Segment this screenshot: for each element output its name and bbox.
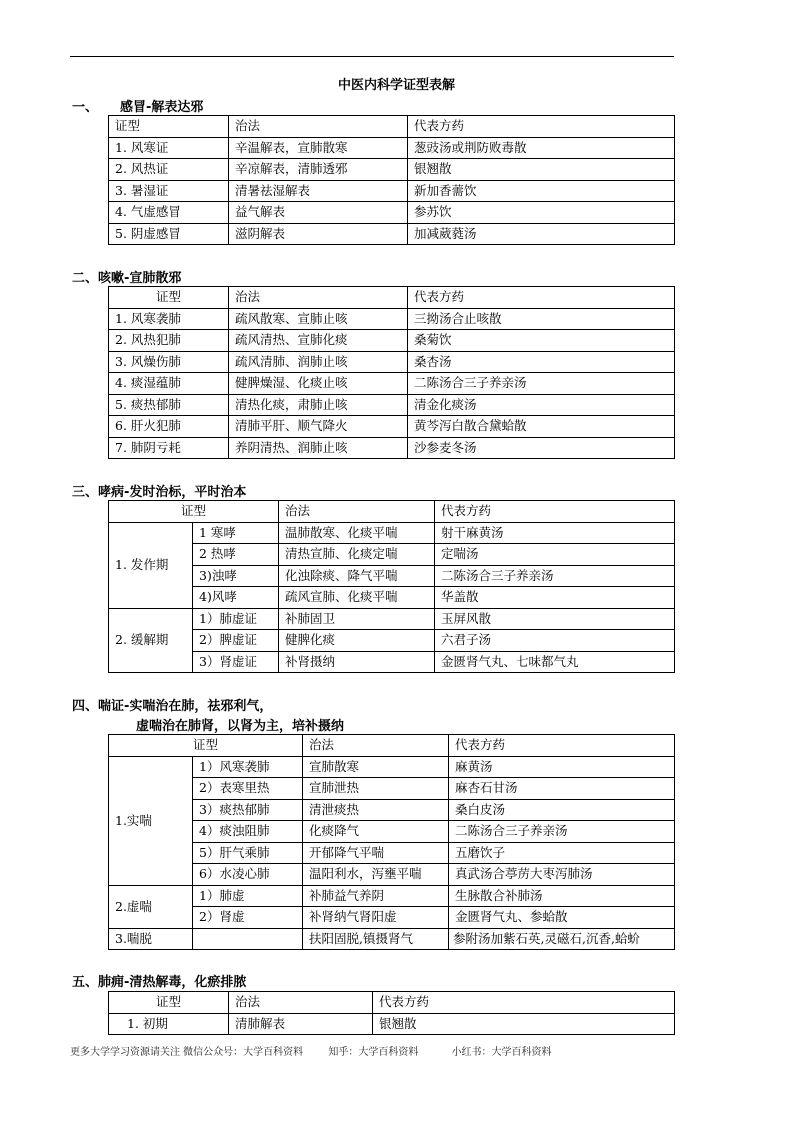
table-row: [109, 437, 675, 459]
footer: [70, 1043, 750, 1058]
table-feiyong: [108, 991, 675, 1035]
section-4-number: 四、: [72, 699, 99, 714]
table-row: [109, 907, 675, 929]
section-5-heading: [72, 971, 246, 990]
phase-cell: 2. 缓解期: [109, 608, 193, 673]
formula-cell: 银翘散: [373, 1013, 675, 1035]
syndrome-cell: 2. 风热犯肺: [109, 330, 229, 352]
treatment-cell: 清暑祛湿解表: [229, 180, 408, 202]
table-xiaobing: [108, 500, 675, 673]
header-rule: [70, 56, 674, 57]
table-row: [109, 842, 675, 864]
formula-cell: 沙参麦冬汤: [408, 437, 675, 459]
category-cell: 1.实喘: [109, 756, 193, 885]
formula-cell: 银翘散: [408, 159, 675, 181]
syndrome-cell: 1）肺虚: [193, 885, 303, 907]
table-row: [109, 544, 675, 566]
formula-cell: 三拗汤合止咳散: [408, 308, 675, 330]
header-cell: 代表方药: [449, 735, 675, 757]
syndrome-cell: 3）痰热郁肺: [193, 799, 303, 821]
formula-cell: 桑白皮汤: [449, 799, 675, 821]
syndrome-cell: 2 热哮: [193, 544, 279, 566]
table-row: [109, 821, 675, 843]
syndrome-cell: 5）肝气乘肺: [193, 842, 303, 864]
syndrome-cell: 1. 风寒袭肺: [109, 308, 229, 330]
table-header-row: [109, 501, 675, 523]
footer-zhihu: 知乎：大学百科资料: [328, 1047, 419, 1058]
formula-cell: 定喘汤: [435, 544, 675, 566]
table-row: [109, 416, 675, 438]
table-row: [109, 885, 675, 907]
syndrome-cell: 3. 暑湿证: [109, 180, 229, 202]
footer-wechat: 更多大学学习资源请关注 微信公众号：大学百科资料: [70, 1047, 304, 1058]
formula-cell: 金匮肾气丸、七味都气丸: [435, 651, 675, 673]
header-cell: 治法: [229, 287, 408, 309]
section-4-title: 喘证-实喘治在肺，祛邪利气，: [98, 699, 273, 714]
treatment-cell: 辛温解表，宣肺散寒: [229, 137, 408, 159]
section-2-heading: [72, 267, 181, 286]
treatment-cell: 温肺散寒、化痰平喘: [279, 522, 435, 544]
formula-cell: 参附汤加紫石英,灵磁石,沉香,蛤蚧: [449, 928, 675, 950]
formula-cell: 清金化痰汤: [408, 394, 675, 416]
table-row: [109, 202, 675, 224]
syndrome-cell: 3）肾虚证: [193, 651, 279, 673]
formula-cell: 华盖散: [435, 587, 675, 609]
formula-cell: 生脉散合补肺汤: [449, 885, 675, 907]
syndrome-cell: 3. 风燥伤肺: [109, 351, 229, 373]
table-row: [109, 394, 675, 416]
syndrome-cell: 4. 气虚感冒: [109, 202, 229, 224]
table-row: [109, 799, 675, 821]
section-2-number: 二、: [72, 271, 99, 286]
table-ganmao: [108, 115, 675, 245]
footer-xiaohongshu: 小红书：大学百科资料: [451, 1047, 552, 1058]
syndrome-cell: 1 寒哮: [193, 522, 279, 544]
treatment-cell: 疏风散寒、宣肺止咳: [229, 308, 408, 330]
table-header-row: [109, 992, 675, 1014]
table-row: [109, 778, 675, 800]
formula-cell: 桑杏汤: [408, 351, 675, 373]
formula-cell: 加减葳蕤汤: [408, 223, 675, 245]
section-1-number: 一、: [72, 100, 99, 115]
table-row: [109, 587, 675, 609]
table-row: [109, 180, 675, 202]
phase-cell: 1. 发作期: [109, 522, 193, 608]
header-cell: 证型: [109, 116, 229, 138]
formula-cell: 玉屏风散: [435, 608, 675, 630]
syndrome-cell: 6）水凌心肺: [193, 864, 303, 886]
syndrome-cell: 4）痰浊阻肺: [193, 821, 303, 843]
syndrome-cell: 1）肺虚证: [193, 608, 279, 630]
treatment-cell: 补肾纳气肾阳虚: [303, 907, 449, 929]
syndrome-cell: 1. 初期: [109, 1013, 229, 1035]
header-cell: 治法: [279, 501, 435, 523]
formula-cell: 射干麻黄汤: [435, 522, 675, 544]
treatment-cell: 开郁降气平喘: [303, 842, 449, 864]
syndrome-cell: [193, 928, 303, 950]
table-chuanzheng: [108, 734, 675, 950]
treatment-cell: 补肺固卫: [279, 608, 435, 630]
syndrome-cell: 5. 痰热郁肺: [109, 394, 229, 416]
table-row: [109, 756, 675, 778]
formula-cell: 二陈汤合三子养亲汤: [435, 565, 675, 587]
formula-cell: 黄芩泻白散合黛蛤散: [408, 416, 675, 438]
section-1-heading: [72, 96, 203, 115]
syndrome-cell: 5. 阴虚感冒: [109, 223, 229, 245]
table-row: [109, 137, 675, 159]
syndrome-cell: 7. 肺阴亏耗: [109, 437, 229, 459]
page-title: 中医内科学证型表解: [337, 78, 455, 93]
treatment-cell: 宣肺散寒: [303, 756, 449, 778]
syndrome-cell: 2）表寒里热: [193, 778, 303, 800]
treatment-cell: 疏风宣肺、化痰平喘: [279, 587, 435, 609]
table-header-row: [109, 116, 675, 138]
formula-cell: 参苏饮: [408, 202, 675, 224]
formula-cell: 麻黄汤: [449, 756, 675, 778]
header-cell: 治法: [229, 116, 408, 138]
header-cell: 代表方药: [408, 116, 675, 138]
table-row: [109, 373, 675, 395]
header-cell: 治法: [229, 992, 373, 1014]
table-row: [109, 630, 675, 652]
treatment-cell: 健脾燥湿、化痰止咳: [229, 373, 408, 395]
table-row: [109, 928, 675, 950]
syndrome-cell: 3)浊哮: [193, 565, 279, 587]
section-1-title: 感冒-解表达邪: [120, 100, 204, 115]
table-row: [109, 330, 675, 352]
table-row: [109, 223, 675, 245]
treatment-cell: 滋阴解表: [229, 223, 408, 245]
table-row: [109, 351, 675, 373]
table-kesou: [108, 286, 675, 459]
syndrome-cell: 2）脾虚证: [193, 630, 279, 652]
section-2-title: 咳嗽-宣肺散邪: [98, 271, 182, 286]
table-row: [109, 522, 675, 544]
treatment-cell: 疏风清肺、润肺止咳: [229, 351, 408, 373]
section-3-heading: [72, 481, 246, 500]
formula-cell: 葱豉汤或荆防败毒散: [408, 137, 675, 159]
syndrome-cell: 1）风寒袭肺: [193, 756, 303, 778]
treatment-cell: 疏风清热、宣肺化痰: [229, 330, 408, 352]
treatment-cell: 化浊除痰、降气平喘: [279, 565, 435, 587]
header-cell: 代表方药: [373, 992, 675, 1014]
treatment-cell: 清热宣肺、化痰定喘: [279, 544, 435, 566]
treatment-cell: 健脾化痰: [279, 630, 435, 652]
treatment-cell: 益气解表: [229, 202, 408, 224]
treatment-cell: 补肺益气养阴: [303, 885, 449, 907]
header-cell: 治法: [303, 735, 449, 757]
treatment-cell: 清肺解表: [229, 1013, 373, 1035]
table-row: [109, 864, 675, 886]
formula-cell: 麻杏石甘汤: [449, 778, 675, 800]
treatment-cell: 扶阳固脱,镇摄肾气: [303, 928, 449, 950]
syndrome-cell: 4)风哮: [193, 587, 279, 609]
formula-cell: 二陈汤合三子养亲汤: [408, 373, 675, 395]
formula-cell: 金匮肾气丸、参蛤散: [449, 907, 675, 929]
table-row: [109, 159, 675, 181]
category-cell: 3.喘脱: [109, 928, 193, 950]
syndrome-cell: 6. 肝火犯肺: [109, 416, 229, 438]
header-cell: 证型: [109, 501, 279, 523]
header-cell: 证型: [109, 735, 303, 757]
section-5-number: 五、: [72, 975, 99, 990]
treatment-cell: 辛凉解表，清肺透邪: [229, 159, 408, 181]
header-cell: 证型: [109, 287, 229, 309]
treatment-cell: 清泄痰热: [303, 799, 449, 821]
table-row: [109, 565, 675, 587]
section-5-title: 肺痈-清热解毒，化瘀排脓: [98, 975, 247, 990]
syndrome-cell: 2. 风热证: [109, 159, 229, 181]
syndrome-cell: 1. 风寒证: [109, 137, 229, 159]
table-header-row: [109, 735, 675, 757]
formula-cell: 六君子汤: [435, 630, 675, 652]
table-row: [109, 1013, 675, 1035]
syndrome-cell: 2）肾虚: [193, 907, 303, 929]
formula-cell: 真武汤合葶苈大枣泻肺汤: [449, 864, 675, 886]
treatment-cell: 补肾摄纳: [279, 651, 435, 673]
syndrome-cell: 4. 痰湿蕴肺: [109, 373, 229, 395]
table-header-row: [109, 287, 675, 309]
treatment-cell: 养阴清热、润肺止咳: [229, 437, 408, 459]
section-3-title: 哮病-发时治标，平时治本: [98, 485, 247, 500]
table-row: [109, 308, 675, 330]
table-row: [109, 651, 675, 673]
header-cell: 代表方药: [435, 501, 675, 523]
formula-cell: 桑菊饮: [408, 330, 675, 352]
section-4-subheading: 虚喘治在肺肾，以肾为主，培补摄纳: [136, 719, 345, 734]
formula-cell: 二陈汤合三子养亲汤: [449, 821, 675, 843]
formula-cell: 五磨饮子: [449, 842, 675, 864]
category-cell: 2.虚喘: [109, 885, 193, 928]
table-row: [109, 608, 675, 630]
treatment-cell: 清肺平肝、顺气降火: [229, 416, 408, 438]
section-4-heading: [72, 695, 272, 714]
header-cell: 代表方药: [408, 287, 675, 309]
treatment-cell: 化痰降气: [303, 821, 449, 843]
section-3-number: 三、: [72, 485, 99, 500]
treatment-cell: 温阳利水，泻壅平喘: [303, 864, 449, 886]
treatment-cell: 宣肺泄热: [303, 778, 449, 800]
formula-cell: 新加香薷饮: [408, 180, 675, 202]
treatment-cell: 清热化痰，肃肺止咳: [229, 394, 408, 416]
header-cell: 证型: [109, 992, 229, 1014]
